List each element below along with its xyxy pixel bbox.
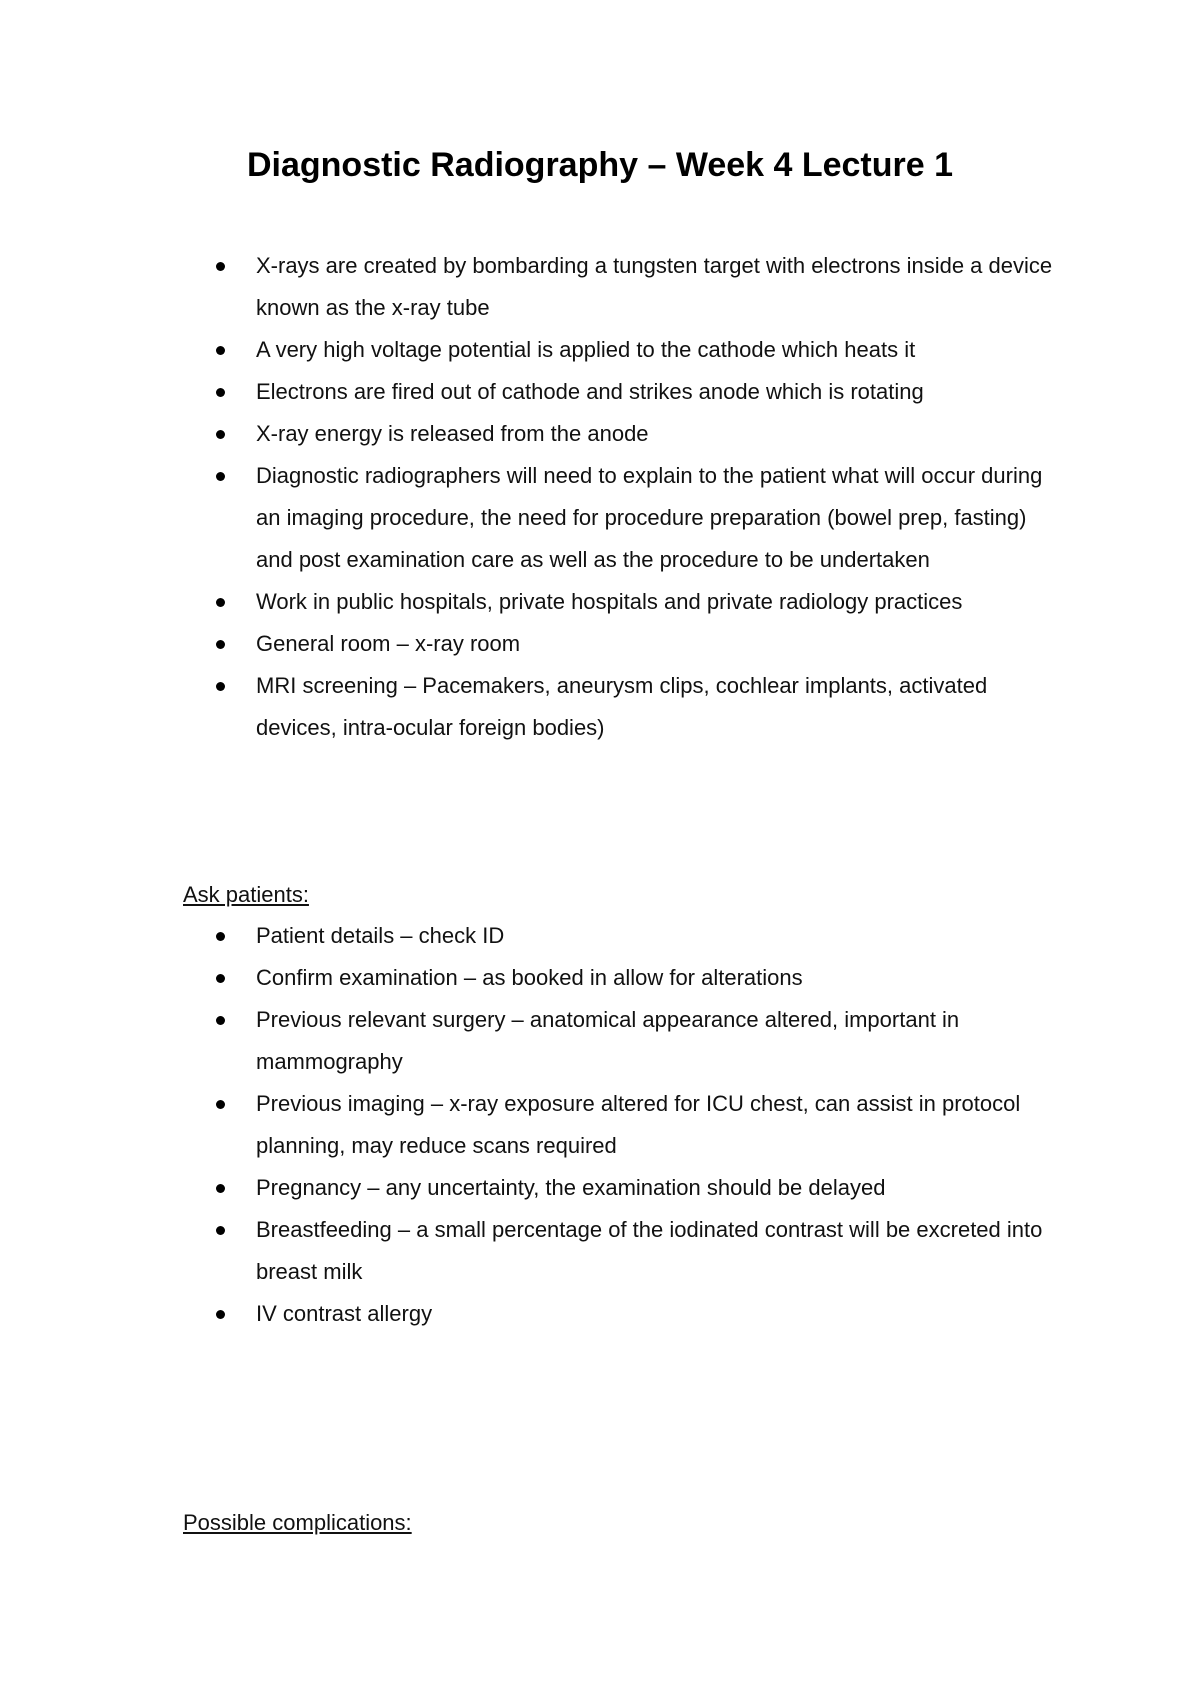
list-item: [256, 999, 1056, 1083]
list-item-text: Patient details – check ID: [256, 923, 505, 948]
ask-patients-heading: Ask patients:: [183, 882, 309, 907]
list-item: [256, 455, 1056, 581]
list-item: [256, 1083, 1056, 1167]
list-item: [256, 1293, 1056, 1335]
list-item: [256, 581, 1056, 623]
bullet-icon: [216, 932, 225, 941]
list-item-text: Breastfeeding – a small percentage of the iodinated contrast will be excreted into breast milk: [256, 1217, 1043, 1284]
list-item: [256, 245, 1056, 329]
list-item: [256, 623, 1056, 665]
list-item-text: MRI screening – Pacemakers, aneurysm clips, cochlear implants, activated devices, intra-ocular foreign bodies): [256, 673, 988, 740]
bullet-icon: [216, 430, 225, 439]
complications-heading: Possible complications:: [183, 1510, 412, 1535]
list-item-text: X-rays are created by bombarding a tungsten target with electrons inside a device known as the x-ray tube: [256, 253, 1053, 320]
bullet-icon: [216, 640, 225, 649]
list-item-text: X-ray energy is released from the anode: [256, 421, 649, 446]
list-item-text: A very high voltage potential is applied to the cathode which heats it: [256, 337, 916, 362]
bullet-icon: [216, 346, 225, 355]
list-item-text: Previous relevant surgery – anatomical appearance altered, important in mammography: [256, 1007, 960, 1074]
bullet-icon: [216, 262, 225, 271]
bullet-icon: [216, 1184, 225, 1193]
list-item-text: Diagnostic radiographers will need to explain to the patient what will occur during an imaging procedure, the need for procedure preparation (bowel prep, fasting) and post examination care as well as the procedure to be undertaken: [256, 463, 1043, 572]
bullet-icon: [216, 1100, 225, 1109]
list-item-text: General room – x-ray room: [256, 631, 521, 656]
bullet-icon: [216, 472, 225, 481]
list-item-text: Work in public hospitals, private hospitals and private radiology practices: [256, 589, 963, 614]
list-item: [256, 665, 1056, 749]
bullet-icon: [216, 682, 225, 691]
list-item-text: Confirm examination – as booked in allow for alterations: [256, 965, 803, 990]
list-item-text: Previous imaging – x-ray exposure altered for ICU chest, can assist in protocol planning, may reduce scans required: [256, 1091, 1021, 1158]
list-item: [256, 413, 1056, 455]
document-title: Diagnostic Radiography – Week 4 Lecture 1: [246, 146, 954, 184]
list-item-text: IV contrast allergy: [256, 1301, 433, 1326]
list-item: [256, 957, 1056, 999]
bullet-icon: [216, 388, 225, 397]
list-item: [256, 1167, 1056, 1209]
list-item: [256, 1209, 1056, 1293]
bullet-icon: [216, 974, 225, 983]
list-item-text: Electrons are fired out of cathode and strikes anode which is rotating: [256, 379, 924, 404]
bullet-icon: [216, 1310, 225, 1319]
list-item: [256, 371, 1056, 413]
list-item: [256, 329, 1056, 371]
bullet-icon: [216, 1226, 225, 1235]
bullet-icon: [216, 598, 225, 607]
list-item-text: Pregnancy – any uncertainty, the examination should be delayed: [256, 1175, 886, 1200]
ask-patients-bullet-list: [256, 915, 1056, 1335]
intro-bullet-list: [256, 245, 1056, 749]
bullet-icon: [216, 1016, 225, 1025]
list-item: [256, 915, 1056, 957]
